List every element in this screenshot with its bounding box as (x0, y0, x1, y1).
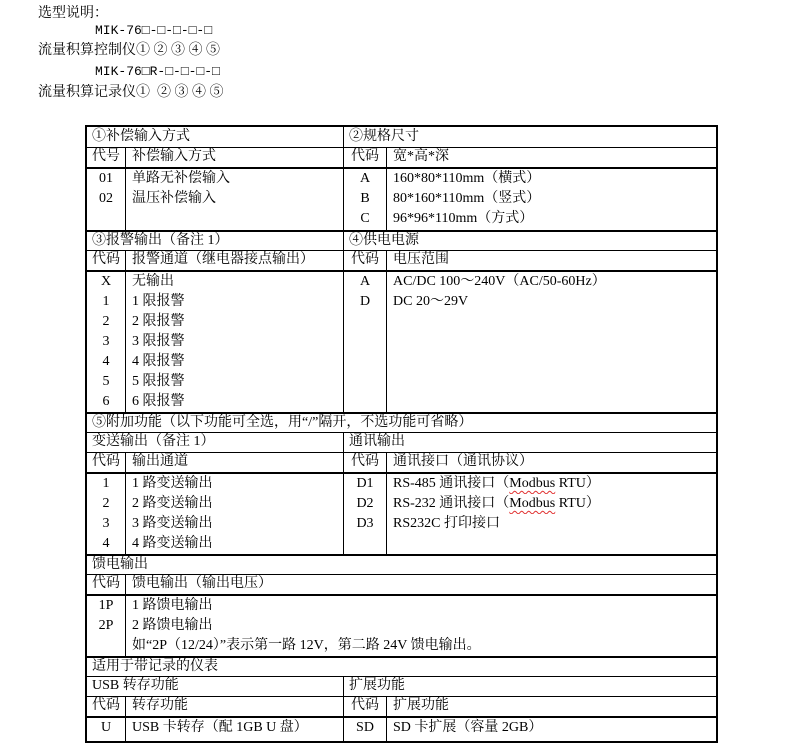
comm-code-header: 代码 (343, 453, 386, 472)
section-row-transmit-comm-titles (87, 432, 716, 452)
expand-desc-header: 扩展功能 (386, 697, 716, 716)
code-value: 02 (99, 191, 113, 206)
power-code-header: 代码 (343, 251, 386, 270)
code-value: SD (356, 720, 374, 735)
comp-code-header: 代号 (92, 149, 120, 164)
code-value: D3 (356, 516, 374, 531)
comp-desc-cell (125, 169, 343, 230)
desc-value: DC 20～29V (393, 294, 469, 309)
desc-value: 96*96*110mm（方式） (393, 211, 534, 226)
code-value: X (100, 274, 112, 289)
code-value: A (359, 274, 371, 289)
usb-desc-header: 转存功能 (125, 697, 343, 716)
subheader-row-transmit-comm (87, 452, 716, 472)
section-size-title: ②规格尺寸 (343, 127, 716, 147)
subheader-row-comp-size (87, 147, 716, 167)
code-value: D2 (356, 496, 374, 511)
controller-label: 流量积算控制仪① ② ③ ④ ⑤ (38, 43, 220, 58)
power-desc-header: 电压范围 (386, 251, 716, 270)
alarm-desc-header: 报警通道（继电器接点输出） (125, 251, 343, 270)
transmit-desc-header: 输出通道 (125, 453, 343, 472)
body-row-transmit-comm (87, 472, 716, 554)
section-record-title: 适用于带记录的仪表 (92, 659, 218, 674)
section-record-title-row (87, 656, 716, 676)
code-value: D (359, 294, 371, 309)
section-usb-title: USB 转存功能 (92, 678, 179, 693)
size-desc-cell (386, 169, 716, 230)
code-value: 1P (98, 598, 114, 613)
body-row-usb-expand (87, 716, 716, 741)
desc-value: 4 路变送输出 (132, 536, 213, 551)
size-desc-header: 宽*高*深 (386, 148, 716, 167)
transmit-code-header: 代码 (92, 454, 120, 469)
desc-value: USB 卡转存（配 1GB U 盘） (132, 720, 308, 735)
desc-value: 5 限报警 (132, 374, 185, 389)
comm-desc-cell (386, 474, 716, 554)
code-value: D1 (356, 476, 374, 491)
expand-desc-cell (386, 718, 716, 741)
controller-model-code: MIK-76□-□-□-□-□ (95, 23, 213, 38)
desc-value: SD 卡扩展（容量 2GB） (393, 720, 543, 735)
selection-instructions-title: 选型说明： (38, 6, 108, 21)
desc-value (393, 514, 716, 534)
code-value: 4 (102, 354, 110, 369)
desc-value: 无输出 (132, 274, 174, 289)
code-value: 1 (102, 476, 110, 491)
comm-desc-post: RTU） (555, 476, 600, 491)
feed-desc-header: 馈电输出（输出电压） (125, 575, 716, 594)
body-row-feed (87, 594, 716, 656)
section-expand-title: 扩展功能 (343, 677, 716, 696)
code-value: 3 (102, 516, 110, 531)
desc-value: 1 路馈电输出 (132, 598, 213, 613)
desc-value: 1 限报警 (132, 294, 185, 309)
section-feed-title: 馈电输出 (92, 557, 148, 572)
power-desc-cell (386, 272, 716, 412)
comp-code-cell (87, 169, 125, 230)
desc-value: 温压补偿输入 (132, 191, 216, 206)
code-value: A (359, 171, 371, 186)
body-row-comp-size (87, 167, 716, 230)
comm-code-cell (343, 474, 386, 554)
section-addon-title-row (87, 412, 716, 432)
section-row-usb-expand-titles (87, 676, 716, 696)
desc-value: 1 路变送输出 (132, 476, 213, 491)
desc-value: 4 限报警 (132, 354, 185, 369)
section-power-title: ④供电电源 (343, 232, 716, 250)
code-value: 2 (102, 496, 110, 511)
subheader-row-feed (87, 574, 716, 594)
section-addon-title: ⑤附加功能（以下功能可全选，用“/”隔开，不选功能可省略） (92, 415, 473, 430)
comm-desc-header: 通讯接口（通讯协议） (386, 453, 716, 472)
desc-value: 3 路变送输出 (132, 516, 213, 531)
comm-desc-pre: RS-232 通讯接口（ (393, 496, 510, 511)
code-value: 3 (102, 334, 110, 349)
alarm-code-header: 代码 (92, 252, 120, 267)
desc-value: 3 限报警 (132, 334, 185, 349)
section-comm-title: 通讯输出 (343, 433, 716, 452)
desc-value (393, 494, 716, 514)
comm-desc-pre: RS-485 通讯接口（ (393, 476, 510, 491)
expand-code-header: 代码 (343, 697, 386, 716)
feed-desc-cell (125, 596, 716, 656)
section-comp-title: ①补偿输入方式 (92, 129, 190, 144)
selection-table (85, 125, 718, 743)
code-value: 2 (102, 314, 110, 329)
comp-desc-header: 补偿输入方式 (125, 148, 343, 167)
code-value: C (360, 211, 370, 226)
comm-desc-post: RTU） (555, 496, 600, 511)
body-row-alarm-power (87, 270, 716, 412)
desc-value: 2 路变送输出 (132, 496, 213, 511)
recorder-model-code: MIK-76□R-□-□-□-□ (95, 64, 220, 79)
desc-value: 6 限报警 (132, 394, 185, 409)
code-value: 2P (98, 618, 114, 633)
code-value: B (360, 191, 370, 206)
desc-value: 单路无补偿输入 (132, 171, 230, 186)
section-row-alarm-power-titles (87, 230, 716, 250)
desc-value: 80*160*110mm（竖式） (393, 191, 541, 206)
comm-desc-pre: RS232C 打印接口 (393, 516, 500, 531)
desc-value (393, 474, 716, 494)
usb-desc-cell (125, 718, 343, 741)
code-value: 6 (102, 394, 110, 409)
power-code-cell (343, 272, 386, 412)
expand-code-cell (343, 718, 386, 741)
section-alarm-title: ③报警输出（备注 1） (92, 233, 229, 248)
size-code-cell (343, 169, 386, 230)
transmit-desc-cell (125, 474, 343, 554)
desc-value: 2 路馈电输出 (132, 618, 213, 633)
code-value: 01 (99, 171, 113, 186)
usb-code-cell (87, 718, 125, 741)
section-transmit-title: 变送输出（备注 1） (92, 434, 215, 449)
usb-code-header: 代码 (92, 698, 120, 713)
alarm-desc-cell (125, 272, 343, 412)
transmit-code-cell (87, 474, 125, 554)
code-value: 5 (102, 374, 110, 389)
subheader-row-usb-expand (87, 696, 716, 716)
desc-value: 2 限报警 (132, 314, 185, 329)
feed-note: 如“2P（12/24）”表示第一路 12V，第二路 24V 馈电输出。 (132, 638, 481, 653)
code-value: 4 (102, 536, 110, 551)
spellcheck-word: Modbus (509, 496, 556, 511)
spellcheck-word: Modbus (509, 476, 556, 491)
size-code-header: 代码 (343, 148, 386, 167)
code-value: U (100, 720, 112, 735)
alarm-code-cell (87, 272, 125, 412)
code-value: 1 (102, 294, 110, 309)
subheader-row-alarm-power (87, 250, 716, 270)
desc-value: AC/DC 100～240V（AC/50-60Hz） (393, 274, 606, 289)
desc-value: 160*80*110mm（横式） (393, 171, 541, 186)
feed-code-cell (87, 596, 125, 656)
section-row-comp-size-titles (87, 127, 716, 147)
code-value (87, 636, 125, 656)
section-feed-title-row (87, 554, 716, 574)
feed-code-header: 代码 (92, 576, 120, 591)
recorder-label: 流量积算记录仪① ② ③ ④ ⑤ (38, 85, 224, 100)
